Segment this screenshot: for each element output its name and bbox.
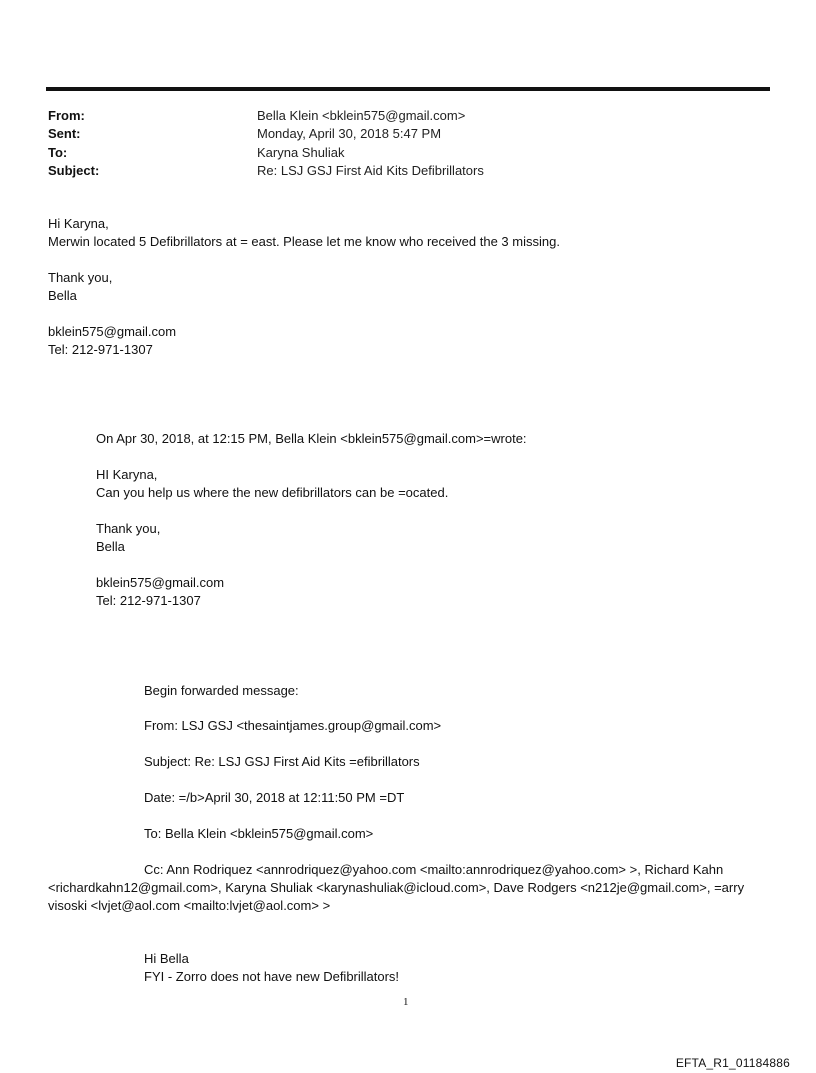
reply-signature-phone: Tel: 212-971-1307 [48, 342, 153, 357]
subject-label: Subject: [48, 163, 100, 178]
forwarded-greeting: Hi Bella [144, 951, 189, 966]
quoted-signature-name: Bella [96, 539, 125, 554]
reply-closing: Thank you, [48, 270, 113, 285]
quoted-body: Can you help us where the new defibrillators can be =ocated. [96, 485, 449, 500]
quoted-signature-phone: Tel: 212-971-1307 [96, 593, 201, 608]
subject-value: Re: LSJ GSJ First Aid Kits Defibrillators [257, 163, 484, 178]
forwarded-to: To: Bella Klein <bklein575@gmail.com> [144, 826, 374, 841]
quoted-signature-email: bklein575@gmail.com [96, 575, 225, 590]
to-label: To: [48, 145, 68, 160]
from-label: From: [48, 108, 85, 123]
forwarded-intro: Begin forwarded message: [144, 683, 299, 698]
reply-signature-name: Bella [48, 288, 77, 303]
header-divider [46, 87, 770, 91]
page-number: 1 [403, 996, 409, 1008]
to-value: Karyna Shuliak [257, 145, 345, 160]
reply-signature-email: bklein575@gmail.com [48, 324, 177, 339]
forwarded-subject: Subject: Re: LSJ GSJ First Aid Kits =efibrillators [144, 754, 420, 769]
forwarded-body: FYI - Zorro does not have new Defibrillators! [144, 969, 400, 984]
forwarded-cc: Cc: Ann Rodriquez <annrodriquez@yahoo.com <mailto:annrodriquez@yahoo.com> >, Richard Kahn <richardkahn12@gmail.com>, Karyna Shuliak <karynashuliak@icloud.com>, Dave Rodgers <n212je@gmail.com>, =arry visoski <lvjet@aol.com <mailto:lvjet@aol.com> > [48, 862, 745, 913]
forwarded-date: Date: =/b>April 30, 2018 at 12:11:50 PM =DT [144, 790, 405, 805]
quoted-closing: Thank you, [96, 521, 161, 536]
quoted-greeting: HI Karyna, [96, 467, 158, 482]
sent-value: Monday, April 30, 2018 5:47 PM [257, 126, 442, 141]
from-value: Bella Klein <bklein575@gmail.com> [257, 108, 466, 123]
sent-label: Sent: [48, 126, 81, 141]
quoted-attribution: On Apr 30, 2018, at 12:15 PM, Bella Klein <bklein575@gmail.com>=wrote: [96, 431, 527, 446]
reply-greeting: Hi Karyna, [48, 216, 109, 231]
reply-body: Merwin located 5 Defibrillators at = east. Please let me know who received the 3 missing. [48, 234, 560, 249]
forwarded-from: From: LSJ GSJ <thesaintjames.group@gmail.com> [144, 718, 442, 733]
bates-stamp: EFTA_R1_01184886 [675, 1056, 790, 1070]
